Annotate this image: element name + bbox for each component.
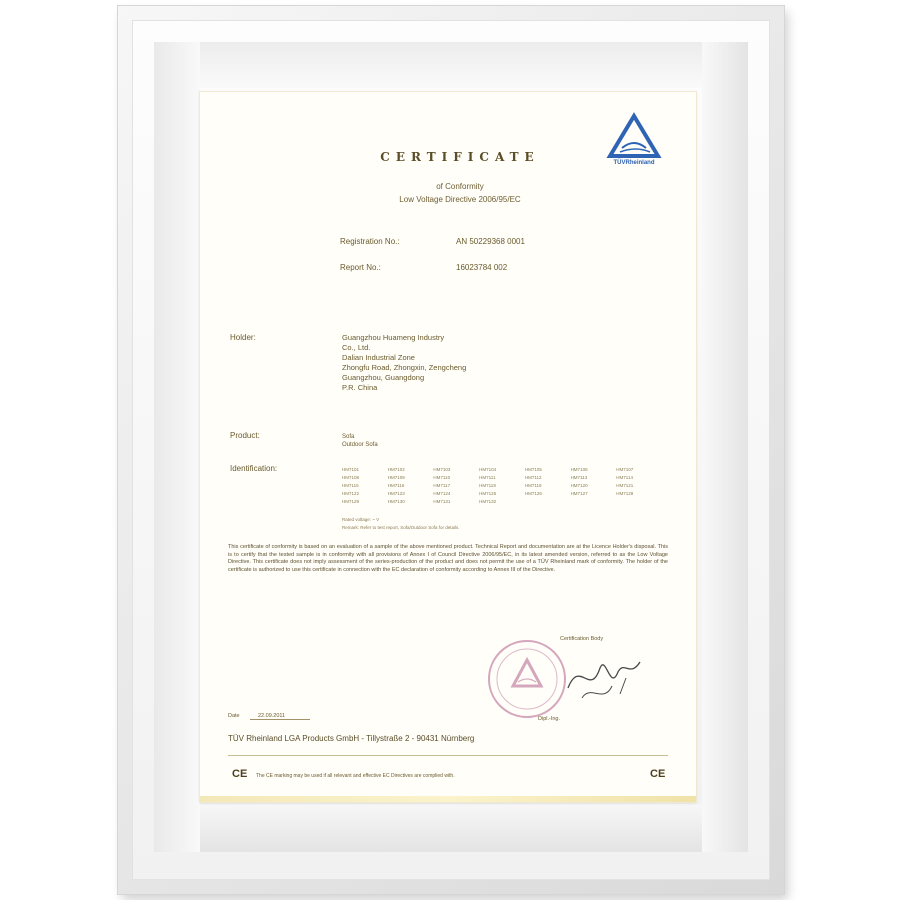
frame-bevel-bottom — [154, 804, 748, 852]
holder-line: Guangzhou Huameng Industry — [342, 333, 445, 342]
model-number: HM7105 — [524, 467, 542, 472]
model-number: HM7109 — [387, 475, 405, 480]
model-number: HM7130 — [387, 499, 405, 504]
model-number: HM7123 — [387, 491, 405, 496]
model-number: HM7125 — [479, 491, 497, 496]
paper-bottom-edge — [200, 796, 696, 802]
model-number: HM7131 — [433, 499, 451, 504]
model-number: HM7114 — [616, 475, 633, 480]
model-number: HM7119 — [524, 483, 542, 488]
holder-line: Co., Ltd. — [342, 343, 371, 352]
holder-line: Zhongfu Road, Zhongxin, Zengcheng — [342, 363, 467, 372]
model-number: HM7113 — [570, 475, 588, 480]
holder-address — [342, 333, 466, 393]
date-underline — [250, 719, 310, 720]
registration-label: Registration No.: — [340, 237, 400, 246]
certificate-subtitle-2: Low Voltage Directive 2006/95/EC — [399, 195, 521, 204]
model-number: HM7104 — [479, 467, 497, 472]
model-number: HM7101 — [342, 467, 360, 472]
logo-caption: TÜVRheinland — [613, 160, 655, 166]
model-number: HM7122 — [342, 491, 360, 496]
model-number: HM7115 — [342, 483, 359, 488]
certification-body-label: Certification Body — [560, 636, 604, 642]
model-number: HM7120 — [570, 483, 588, 488]
model-number: HM7129 — [342, 499, 360, 504]
identification-label: Identification: — [230, 464, 278, 473]
model-number: HM7121 — [616, 483, 634, 488]
model-number: HM7107 — [616, 467, 634, 472]
model-number: HM7126 — [524, 491, 542, 496]
ce-mark-right: CE — [650, 768, 666, 780]
holder-line: Dalian Industrial Zone — [342, 353, 415, 362]
model-number: HM7111 — [479, 475, 496, 480]
date-label: Date — [228, 713, 240, 719]
model-number: HM7106 — [570, 467, 588, 472]
footer-note: The CE marking may be used if all relevant and effective EC Directives are complied with. — [256, 773, 455, 779]
handwritten-signature-icon — [560, 648, 650, 708]
date-value: 22.09.2011 — [258, 713, 286, 719]
model-number: HM7103 — [433, 467, 451, 472]
model-number: HM7110 — [433, 475, 451, 480]
model-number: HM7117 — [433, 483, 451, 488]
frame-bevel-top — [154, 42, 748, 88]
holder-line: Guangzhou, Guangdong — [342, 373, 425, 382]
certificate-title: CERTIFICATE — [380, 150, 540, 164]
registration-value: AN 50229368 0001 — [456, 237, 525, 246]
model-number: HM7118 — [479, 483, 496, 488]
model-number: HM7112 — [524, 475, 542, 480]
model-number: HM7128 — [616, 491, 634, 496]
product-line: Outdoor Sofa — [342, 442, 378, 448]
identification-rated: Rated voltage: ~ V — [342, 517, 380, 522]
ce-mark-left: CE — [232, 768, 248, 780]
product-label: Product: — [230, 431, 260, 440]
identification-remark: Remark: Refer to test report, Sofa/Outdoor Sofa for details. — [342, 525, 460, 530]
model-number: HM7127 — [570, 491, 588, 496]
model-number: HM7108 — [342, 475, 360, 480]
product-value — [342, 433, 378, 449]
official-stamp-icon — [484, 636, 570, 722]
product-line: Sofa — [342, 434, 355, 440]
model-number: HM7102 — [387, 467, 405, 472]
frame-bevel-left — [154, 42, 200, 852]
certificate-subtitle-1: of Conformity — [436, 182, 484, 191]
model-number: HM7116 — [387, 483, 405, 488]
report-label: Report No.: — [340, 263, 381, 272]
frame-bevel-right — [702, 42, 748, 852]
tuv-logo-icon — [596, 112, 672, 178]
signatory-title: Dipl.-Ing. — [538, 716, 561, 722]
model-number: HM7124 — [433, 491, 451, 496]
identification-models — [342, 466, 662, 506]
footer-rule — [228, 755, 668, 756]
issuer-address: TÜV Rheinland LGA Products GmbH - Tillystraße 2 - 90431 Nürnberg — [228, 734, 475, 743]
conformity-statement: This certificate of conformity is based on an evaluation of a sample of the above mentioned product. Technical Report and documentation are at the Licence Holder's disposal. This is to certify that the tested sample is in conformity with all provisions of Annex I of Council Directive 2006/95/EC, in its latest amended version, referred to as the Low Voltage Directive. This certificate does not imply assessment of the series-production of the product and does not permit the use of a TÜV Rheinland mark of conformity. The holder of the certificate is authorized to use this certificate in connection with the EC declaration of conformity according to Annex III of the Directive. — [228, 544, 668, 573]
model-number: HM7132 — [479, 499, 497, 504]
report-value: 16023784 002 — [456, 263, 508, 272]
holder-label: Holder: — [230, 333, 256, 342]
holder-line: P.R. China — [342, 383, 378, 392]
